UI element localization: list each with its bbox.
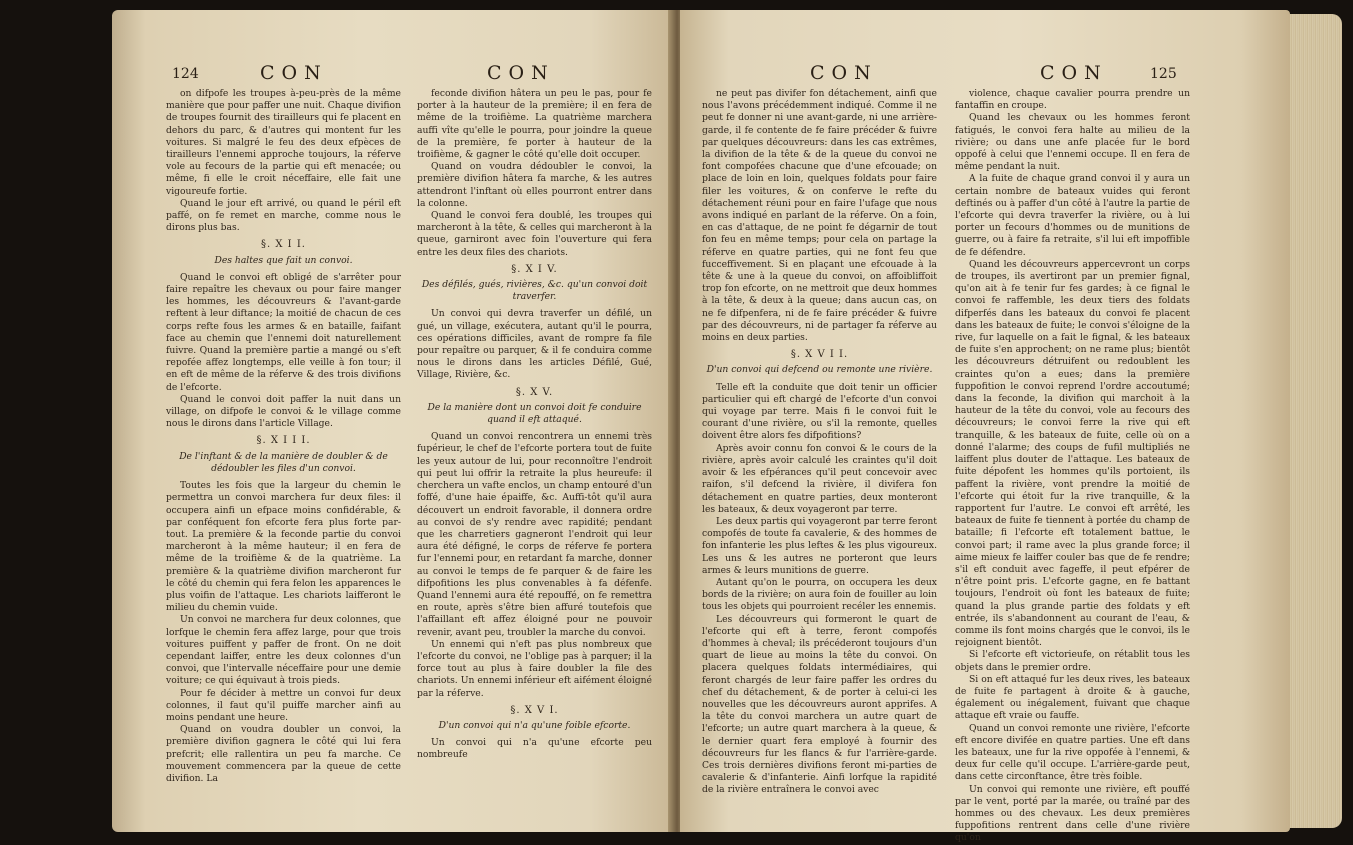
section-heading: §. X I V. bbox=[511, 263, 558, 275]
paragraph: Quand le jour eft arrivé, ou quand le péril eft paffé, on fe remet en marche, comme nous le dirons plus bas. bbox=[166, 197, 401, 234]
left-page-column-1 bbox=[166, 88, 401, 785]
running-head-left-col1: CON bbox=[260, 62, 328, 84]
paragraph: Pour fe décider à mettre un convoi fur deux colonnes, il faut qu'il puiffe marcher ainfi au moins pendant une heure. bbox=[166, 687, 401, 723]
running-head-right-col2: CON bbox=[1040, 62, 1108, 84]
left-page-column-2 bbox=[417, 88, 652, 762]
paragraph: Quand on voudra dédoubler le convoi, la première divifion hâtera fa marche, & les autres attendront l'inftant où elles pourront entrer dans la colonne. bbox=[417, 161, 652, 209]
section-title: D'un convoi qui defcend ou remonte une rivière. bbox=[706, 364, 933, 376]
paragraph: feconde divifion hâtera un peu le pas, pour fe porter à la hauteur de la première; il en fera de même de la troifième. La quatrième marchera auffi vîte qu'elle le pourra, pour joindre la queue de la première, fe porter à hauteur de la troifième, & gagner le côté qu'elle doit occuper. bbox=[417, 88, 652, 161]
paragraph: Quand le convoi eft obligé de s'arrêter pour faire repaître les chevaux ou pour faire manger les hommes, les découvreurs & l'avant-garde reftent à leur diftance; la moitié de chacun de ces corps refte fous les armes & en bataille, faifant face au chemin que l'ennemi doit naturellement fuivre. Quand la première partie a mangé ou s'eft repofée affez longtemps, elle veille à fon tour; il en eft de même de la réferve & des trois divifions de l'efcorte. bbox=[166, 271, 401, 393]
paragraph: Telle eft la conduite que doit tenir un officier particulier qui eft chargé de l'efcorte d'un convoi qui voyage par terre. Mais fi le convoi fuit le courant d'une rivière, ou s'il la remonte, quelles doivent être alors fes difpofitions? bbox=[702, 381, 937, 442]
paragraph: A la fuite de chaque grand convoi il y aura un certain nombre de bateaux vuides qui feront deftinés ou à paffer d'un côté à l'autre la partie de l'efcorte qui devra traverfer la rivière, ou à lui porter un fecours d'hommes ou de munitions de guerre, ou à faire fa retraite, s'il lui eft impoffible de fe défendre. bbox=[955, 173, 1190, 258]
running-head-right-col1: CON bbox=[810, 62, 878, 84]
paragraph: Les deux partis qui voyageront par terre feront compofés de toute fa cavalerie, & des hommes de fon infanterie les plus leftes & les plus vigoureux. Les uns & les autres ne porteront que leurs armes & leurs munitions de guerre. bbox=[702, 515, 937, 576]
paragraph: Si on eft attaqué fur les deux rives, les bateaux de fuite fe partagent à droite & à gauche, également ou inégalement, fuivant que chaque attaque eft vraie ou fauffe. bbox=[955, 673, 1190, 722]
paragraph: violence, chaque cavalier pourra prendre un fantaffin en croupe. bbox=[955, 88, 1190, 112]
section-heading: §. X V I. bbox=[510, 704, 559, 716]
section-heading: §. X V. bbox=[515, 386, 554, 398]
section-title: Des défilés, gués, rivières, &c. qu'un convoi doit traverfer. bbox=[421, 279, 648, 303]
section-title: D'un convoi qui n'a qu'une foible efcorte. bbox=[438, 719, 631, 731]
paragraph: Quand un convoi rencontrera un ennemi très fupérieur, le chef de l'efcorte portera tout de fuite les yeux autour de lui, pour reconnoître l'endroit qui peut lui offrir la retraite la plus heureufe: il cherchera un vafte enclos, un champ entouré d'un foffé, d'une haie épaiffe, &c. Auffi-tôt qu'il aura découvert un endroit favorable, il donnera ordre au convoi de s'y rendre avec rapidité; pendant que les charretiers gagneront l'endroit qui leur aura été défigné, le corps de réferve fe portera fur l'ennemi pour, en retardant fa marche, donner au convoi le temps de fe parquer & de faire les difpofitions les plus convenables à fa défenfe. Quand l'ennemi aura été repouffé, on fe remettra en route, après s'être bien affuré toutefois que l'affaillant eft affez éloigné pour ne pouvoir revenir, avant peu, troubler la marche du convoi. bbox=[417, 431, 652, 638]
page-edges bbox=[1290, 14, 1342, 828]
paragraph: Après avoir connu fon convoi & le cours de la rivière, après avoir calculé les craintes qu'il doit avoir & les efpérances qu'il peut concevoir avec raifon, s'il defcend la rivière, il divifera fon détachement en quatre parties, deux monteront les bateaux, & deux voyageront par terre. bbox=[702, 442, 937, 515]
paragraph: ne peut pas divifer fon détachement, ainfi que nous l'avons précédemment indiqué. Comme il ne peut fe donner ni une avant-garde, ni une arrière-garde, il fe contente de fe faire précéder & fuivre par quelques découvreurs: dans les cas extrêmes, la divifion de la tête & de la queue du convoi ne font compofées chacune que d'une efcouade; on place de loin en loin, quelques foldats pour faire filer les voitures, & on conferve le refte du détachement réuni pour en faire l'ufage que nous avons indiqué en parlant de la réferve. On a foin, en cas d'attaque, de ne point fe dégarnir de tout fon feu en même temps; pour cela on partage la réferve en quatre parties, qui ne font feu que fucceffivement. Si en plaçant une efcouade à la tête & une à la queue du convoi, on affoibliffoit trop fon efcorte, on ne mettroit que deux hommes à la tête, & deux à la queue; dans aucun cas, on ne fe difpenfera, ni de fe faire précéder & fuivre par des découvreurs, ni de partager fa réferve au moins en deux parties. bbox=[702, 88, 937, 344]
page-number-right: 125 bbox=[1150, 66, 1177, 82]
paragraph: Un ennemi qui n'eft pas plus nombreux que l'efcorte du convoi, ne l'oblige pas à parquer; il la force tout au plus à faire doubler la file des chariots. Un ennemi inférieur eft aifément éloigné par la réferve. bbox=[417, 638, 652, 699]
paragraph: Quand les chevaux ou les hommes feront fatigués, le convoi fera halte au milieu de la rivière; ou dans une anfe placée fur le bord oppofé à celui que l'ennemi occupe. Il en fera de même pendant la nuit. bbox=[955, 112, 1190, 173]
open-book bbox=[112, 10, 1342, 844]
right-page bbox=[680, 10, 1290, 844]
section-heading: §. X I I I. bbox=[256, 435, 311, 447]
paragraph: on difpofe les troupes à-peu-près de la même manière que pour paffer une nuit. Chaque divifion de troupes fournit des tirailleurs qui fe placent en dehors du parc, & d'autres qui montent fur les voitures. Si malgré le feu des deux efpèces de tirailleurs l'ennemi approche toujours, la réferve vole au fecours de la partie qui eft menacée; ou même, fi elle le croit néceffaire, elle fait une vigoureufe fortie. bbox=[166, 88, 401, 197]
paragraph: Quand le convoi fera doublé, les troupes qui marcheront à la tête, & celles qui marcheront à la queue, garniront avec foin l'ouverture qui fera entre les deux files des chariots. bbox=[417, 210, 652, 258]
paragraph: Toutes les fois que la largeur du chemin le permettra un convoi marchera fur deux files: il occupera ainfi un efpace moins confidérable, & par conféquent fon efcorte fera plus forte par-tout. La première & la feconde partie du convoi marcheront à la même hauteur; il en fera de même de la troifième & de la quatrième. La première & la quatrième divifion marcheront fur le côté du chemin qui fera felon les apparences le plus voifin de l'attaque. Les chariots laifferont le milieu du chemin vuide. bbox=[166, 480, 401, 614]
paragraph: Si l'efcorte eft victorieufe, on rétablit tous les objets dans le premier ordre. bbox=[955, 649, 1190, 673]
right-page-column-2 bbox=[955, 88, 1190, 845]
section-title: De la manière dont un convoi doit fe conduire quand il eft attaqué. bbox=[427, 401, 642, 426]
paragraph: Les découvreurs qui formeront le quart de l'efcorte qui eft à terre, feront compofés d'hommes à cheval; ils précéderont toujours d'un quart de lieue au moins la tête du convoi. On placera quelques foldats intermédiaires, qui feront chargés de leur faire paffer les ordres du chef du détachement, & de porter à celui-ci les nouvelles que les découvreurs auront apprifes. A la tête du convoi marchera un autre quart de l'efcorte; un autre quart marchera à la queue, & le dernier quart fera employé à fournir des découvreurs fur les flancs & fur l'arrière-garde. Ces trois dernières divifions feront mi-parties de cavalerie & d'infanterie. Ainfi lorfque la rapidité de la rivière entraînera le convoi avec bbox=[702, 613, 937, 796]
section-heading: §. X I I. bbox=[261, 239, 306, 251]
section-title: Des haltes que fait un convoi. bbox=[214, 254, 353, 266]
running-head-left-col2: CON bbox=[487, 62, 555, 84]
paragraph: Quand les découvreurs appercevront un corps de troupes, ils avertiront par un premier fignal, qu'on ait à fe tenir fur fes gardes; à ce fignal le convoi fe raffemble, les deux tiers des foldats difperfés dans les bateaux du convoi fe placent dans les bateaux de fuite; le convoi s'éloigne de la rive, fur laquelle on a fait le fignal, & les bateaux de fuite s'en approchent; on ne rame plus; bientôt les découvreurs détruifent ou redoublent les craintes qu'on a eues; dans la première fuppofition le convoi reprend l'ordre accoutumé; dans la feconde, la divifion qui marchoit à la hauteur de la tête du convoi, vole au fecours des découvreurs; le convoi ferre la rive qui eft tranquille, & les bateaux de fuite, celle où on a donné l'alarme; des coups de fufil multipliés ne laiffent plus douter de l'attaque. Les bateaux de fuite dépofent les hommes qu'ils portoient, ils paffent la rivière, vont prendre la moitié de l'efcorte qui étoit fur la rive tranquille, & la rapportent fur l'autre. Le convoi eft arrêté, les bateaux de fuite fe tiennent à portée du champ de bataille; fi l'efcorte eft totalement battue, le convoi part; il rame avec la plus grande force; il aime mieux fe laiffer couler bas que de fe rendre; s'il eft conduit avec fageffe, il peut efpérer de n'être point pris. L'efcorte gagne, en fe battant toujours, l'endroit où font les bateaux de fuite; quand la plus grande partie des foldats y eft entrée, ils s'abandonnent au courant de l'eau, & comme ils font moins chargés que le convoi, ils le rejoignent bientôt. bbox=[955, 258, 1190, 649]
left-page bbox=[112, 10, 674, 832]
page-number-left: 124 bbox=[172, 66, 199, 82]
paragraph: Quand un convoi remonte une rivière, l'efcorte eft encore divifée en quatre parties. Une eft dans les bateaux, une fur la rive oppofée à l'ennemi, & deux fur celle qu'il occupe. L'arrière-garde peut, dans cette circonftance, être très foible. bbox=[955, 722, 1190, 783]
paragraph: Un convoi qui devra traverfer un défilé, un gué, un village, exécutera, autant qu'il le pourra, ces opérations difficiles, avant de rompre fa file pour repaître ou parquer, & il fe conduira comme nous le dirons dans les articles Défilé, Gué, Village, Rivière, &c. bbox=[417, 308, 652, 381]
paragraph: Quand on voudra doubler un convoi, la première divifion gagnera le côté qui lui fera prefcrit; elle rallentira un peu fa marche. Ce mouvement commencera par la queue de cette divifion. La bbox=[166, 724, 401, 784]
paragraph: Un convoi ne marchera fur deux colonnes, que lorfque le chemin fera affez large, pour que trois voitures puiffent y paffer de front. On ne doit cependant laiffer, entre les deux colonnes d'un convoi, que l'intervalle néceffaire pour une demie voiture; ce qui équivaut à trois pieds. bbox=[166, 614, 401, 687]
paragraph: Autant qu'on le pourra, on occupera les deux bords de la rivière; on aura foin de fouiller au loin tous les objets qui pourroient recéler les ennemis. bbox=[702, 576, 937, 613]
section-heading: §. X V I I. bbox=[790, 349, 849, 361]
paragraph: Un convoi qui remonte une rivière, eft pouffé par le vent, porté par la marée, ou traîné par des hommes ou des chevaux. Les deux premières fuppofitions rentrent dans celle d'une rivière qu'on bbox=[955, 783, 1190, 844]
paragraph: Quand le convoi doit paffer la nuit dans un village, on difpofe le convoi & le village comme nous le dirons dans l'article Village. bbox=[166, 393, 401, 430]
section-title: De l'inftant & de la manière de doubler & de dédoubler les files d'un convoi. bbox=[179, 450, 388, 474]
right-page-column-1 bbox=[702, 88, 937, 797]
paragraph: Un convoi qui n'a qu'une efcorte peu nombreufe bbox=[417, 737, 652, 761]
